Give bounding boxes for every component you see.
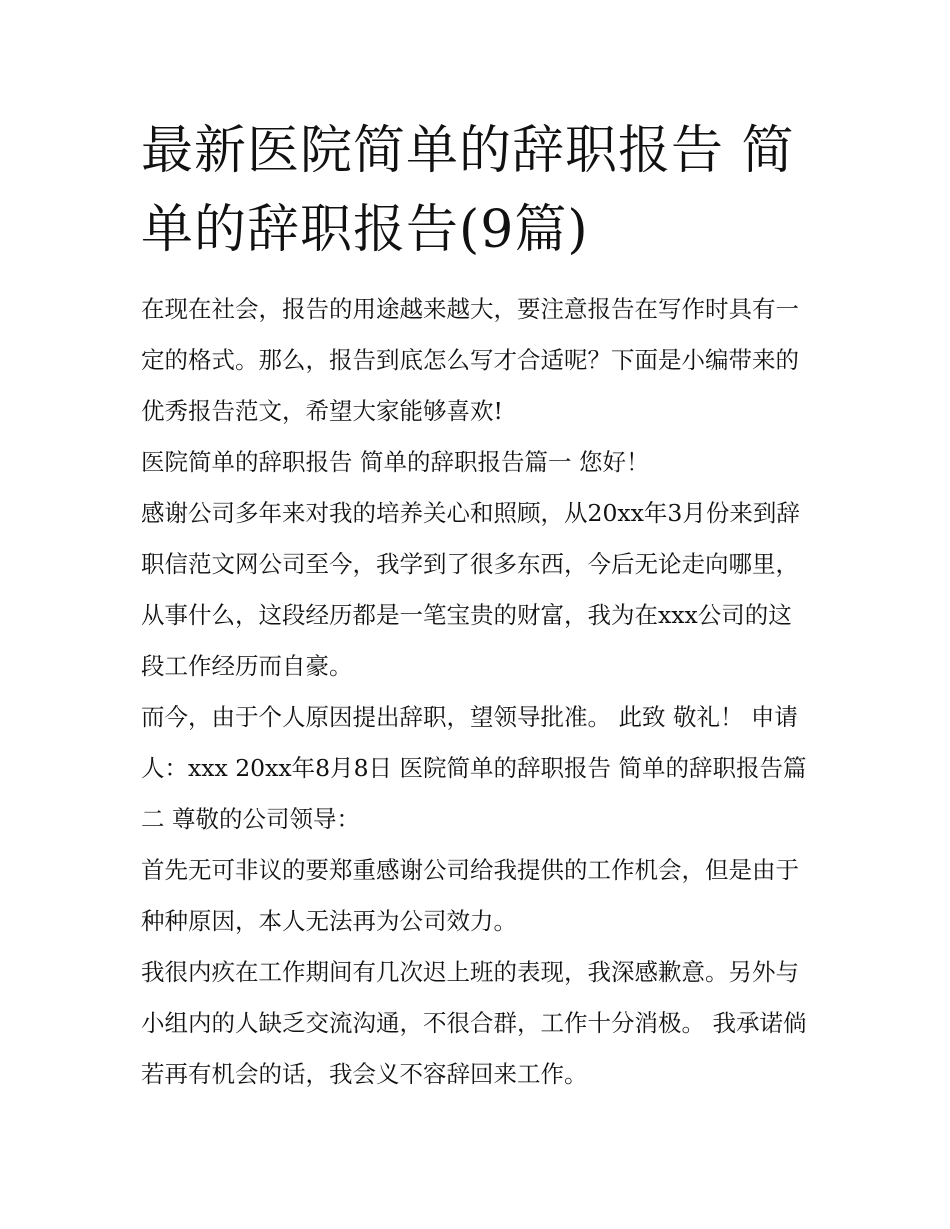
paragraph-resignation-request: 而今，由于个人原因提出辞职，望领导批准。 此致 敬礼！ 申请人：xxx 20xx年8月8日 医院简单的辞职报告 简单的辞职报告篇二 尊敬的公司领导： [141,703,807,833]
paragraph-apology: 我很内疚在工作期间有几次迟上班的表现，我深感歉意。另外与小组内的人缺乏交流沟通，不很合群，工作十分消极。 我承诺倘若再有机会的话，我会义不容辞回来工作。 [141,958,807,1088]
document-title: 最新医院简单的辞职报告 简单的辞职报告(9篇) [141,121,795,260]
paragraph-intro: 在现在社会，报告的用途越来越大，要注意报告在写作时具有一定的格式。那么，报告到底怎么写才合适呢？下面是小编带来的优秀报告范文，希望大家能够喜欢! [141,295,799,425]
paragraph-thanks: 感谢公司多年来对我的培养关心和照顾，从20xx年3月份来到辞职信范文网公司至今，我学到了很多东西，今后无论走向哪里，从事什么，这段经历都是一笔宝贵的财富，我为在xxx公司的这段工作经历而自豪。 [141,499,800,680]
paragraph-section-one-heading: 医院简单的辞职报告 简单的辞职报告篇一 您好！ [141,448,650,476]
document-body [141,112,813,1100]
paragraph-gratitude: 首先无可非议的要郑重感谢公司给我提供的工作机会，但是由于种种原因，本人无法再为公司效力。 [141,856,799,935]
